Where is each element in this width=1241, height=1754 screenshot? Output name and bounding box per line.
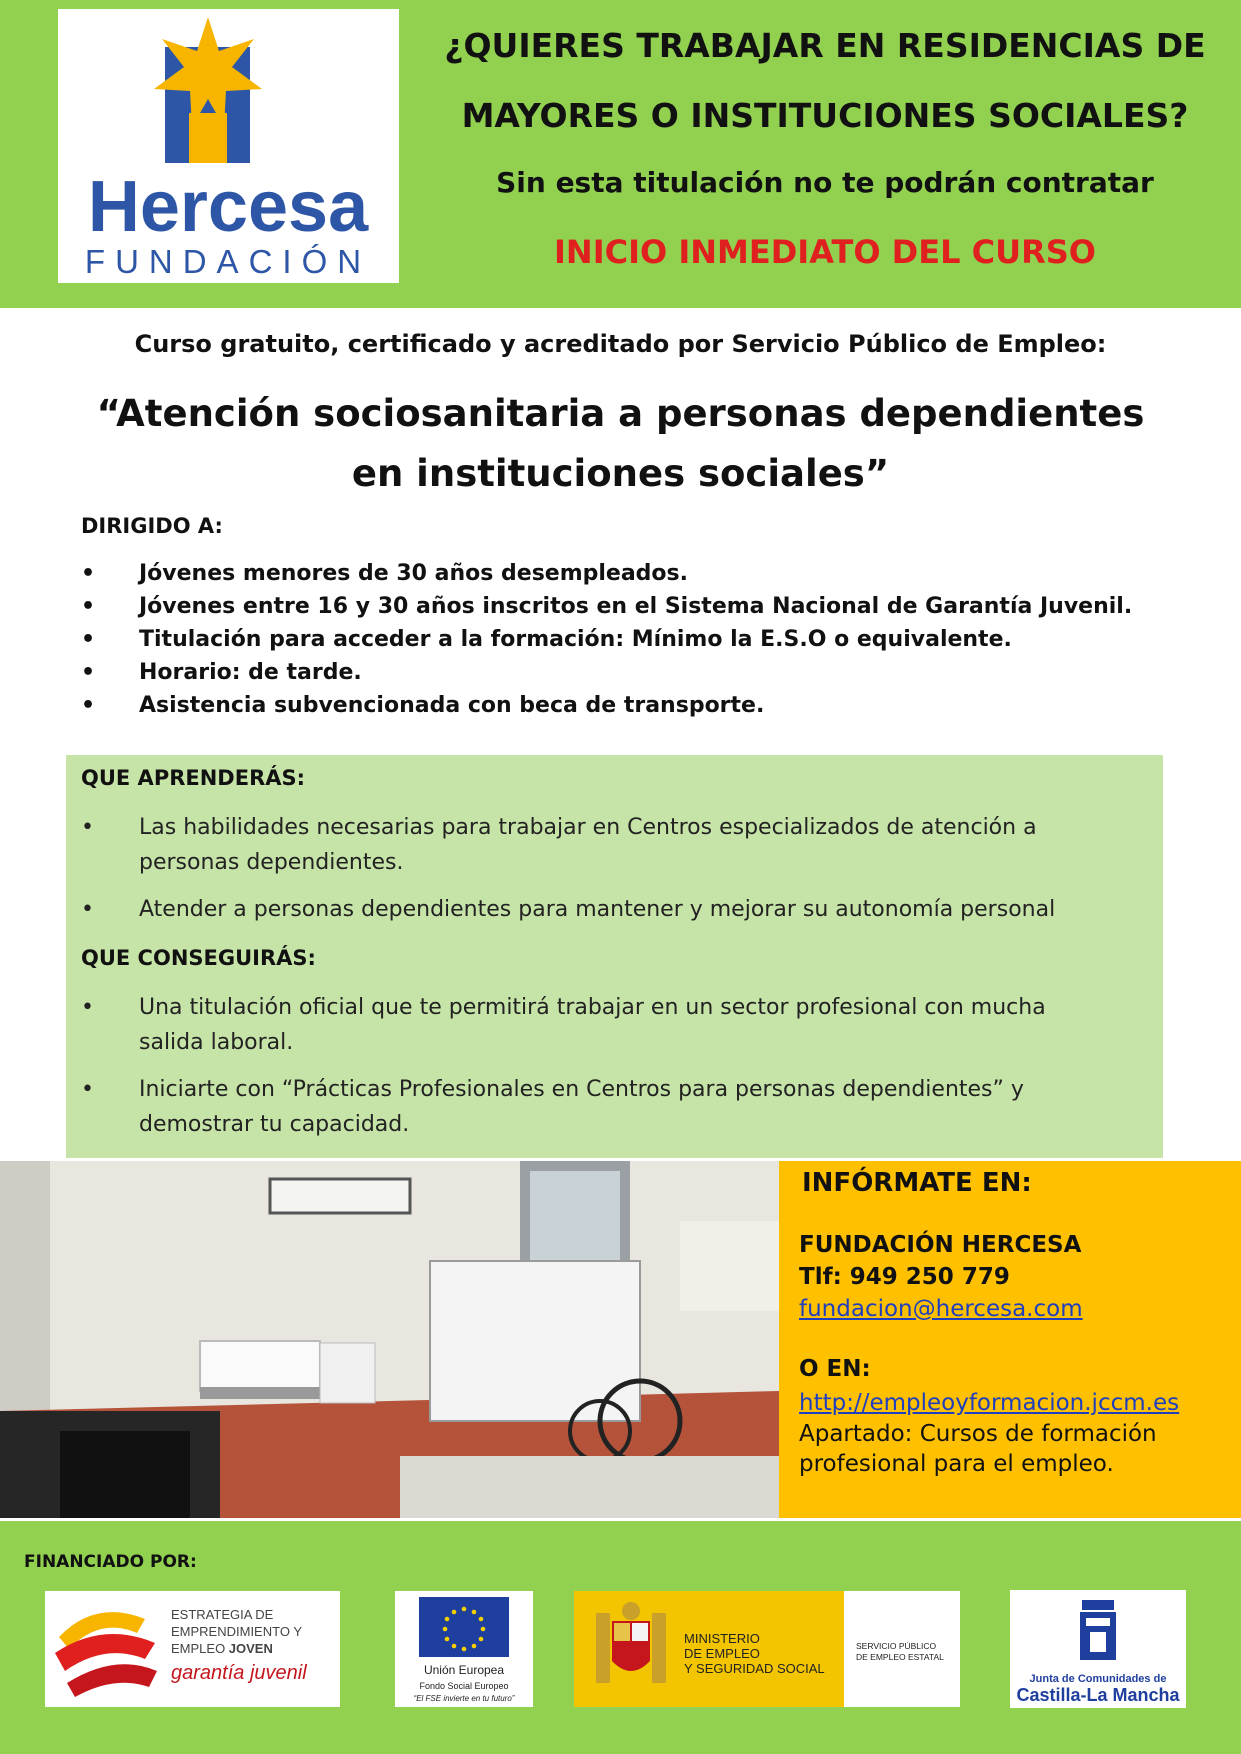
gj-line-1: ESTRATEGIA DE: [171, 1607, 274, 1622]
gj-line-2: EMPRENDIMIENTO Y: [171, 1624, 302, 1639]
headline-1: ¿QUIERES TRABAJAR EN RESIDENCIAS DE: [444, 26, 1206, 65]
dirigido-heading: DIRIGIDO A:: [81, 514, 223, 538]
aprenderas-list: [81, 810, 1111, 939]
dirigido-list: [81, 561, 1201, 726]
financed-by-label: FINANCIADO POR:: [24, 1552, 197, 1572]
email-link[interactable]: fundacion@hercesa.com: [799, 1296, 1083, 1322]
garantia-juvenil-logo: [45, 1591, 340, 1707]
sepe-line-2: DE EMPLEO ESTATAL: [856, 1652, 944, 1662]
list-item: • Las habilidades necesarias para trabajar en Centros especializados de atención a personas dependientes.: [81, 810, 1111, 880]
jccm-logo: [1010, 1590, 1186, 1708]
phone-number: Tlf: 949 250 779: [799, 1264, 1010, 1290]
coat-of-arms-icon: [596, 1602, 666, 1683]
conseguiras-heading: QUE CONSEGUIRÁS:: [81, 946, 316, 970]
list-item: • Iniciarte con “Prácticas Profesionales en Centros para personas dependientes” y demostrar tu capacidad.: [81, 1072, 1111, 1142]
gj-line-4: garantía juvenil: [171, 1662, 307, 1684]
castle-icon: [1080, 1600, 1116, 1660]
hercesa-logo: [58, 9, 399, 283]
svg-text:EMPLEO JOVEN: [171, 1641, 273, 1656]
org-name: FUNDACIÓN HERCESA: [799, 1232, 1082, 1258]
jccm-line-2: Castilla-La Mancha: [1016, 1685, 1180, 1705]
headline-2: MAYORES O INSTITUCIONES SOCIALES?: [461, 96, 1189, 135]
alternative-heading: O EN:: [799, 1356, 871, 1382]
course-intro: Curso gratuito, certificado y acreditado por Servicio Público de Empleo:: [134, 330, 1107, 358]
eu-name: Unión Europea: [423, 1663, 505, 1677]
logo-subname: FUNDACIÓN: [84, 243, 372, 280]
min-line-3: Y SEGURIDAD SOCIAL: [684, 1661, 825, 1676]
course-title: [40, 384, 1201, 504]
course-title-line-2: en instituciones sociales”: [351, 452, 890, 495]
gj-line-3a: EMPLEO: [171, 1641, 229, 1656]
list-item: • Jóvenes menores de 30 años desempleados.: [81, 561, 1201, 594]
course-title-line-1: “Atención sociosanitaria a personas dependientes: [96, 392, 1145, 435]
list-item: • Atender a personas dependientes para mantener y mejorar su autonomía personal: [81, 892, 1111, 927]
apartado-text: Apartado: Cursos de formación profesional para el empleo.: [799, 1421, 1157, 1477]
eu-fund: Fondo Social Europeo: [419, 1681, 509, 1691]
headline-3: Sin esta titulación no te podrán contratar: [496, 166, 1154, 199]
website-link[interactable]: http://empleoyformacion.jccm.es: [799, 1390, 1180, 1416]
logo-name: Hercesa: [87, 167, 369, 247]
list-item: • Jóvenes entre 16 y 30 años inscritos en el Sistema Nacional de Garantía Juvenil.: [81, 594, 1201, 627]
jccm-line-1: Junta de Comunidades de: [1029, 1673, 1167, 1685]
min-line-1: MINISTERIO: [684, 1631, 760, 1646]
aprenderas-heading: QUE APRENDERÁS:: [81, 766, 306, 790]
list-item: • Titulación para acceder a la formación: Mínimo la E.S.O o equivalente.: [81, 627, 1201, 660]
list-item: • Horario: de tarde.: [81, 660, 1201, 693]
conseguiras-list: [81, 990, 1111, 1154]
eu-motto: “El FSE invierte en tu futuro”: [413, 1694, 515, 1703]
list-item: • Una titulación oficial que te permitirá trabajar en un sector profesional con mucha salida laboral.: [81, 990, 1111, 1060]
min-line-2: DE EMPLEO: [684, 1646, 760, 1661]
ministerio-logo: [574, 1591, 960, 1707]
eu-logo: [395, 1591, 533, 1707]
course-start-banner: INICIO INMEDIATO DEL CURSO: [554, 233, 1096, 271]
list-item: • Asistencia subvencionada con beca de transporte.: [81, 693, 1201, 726]
gj-line-3b: JOVEN: [228, 1641, 273, 1656]
contact-heading: INFÓRMATE EN:: [802, 1168, 1032, 1198]
sepe-line-1: SERVICIO PÚBLICO: [856, 1641, 937, 1651]
training-room-photo: [0, 1161, 779, 1518]
